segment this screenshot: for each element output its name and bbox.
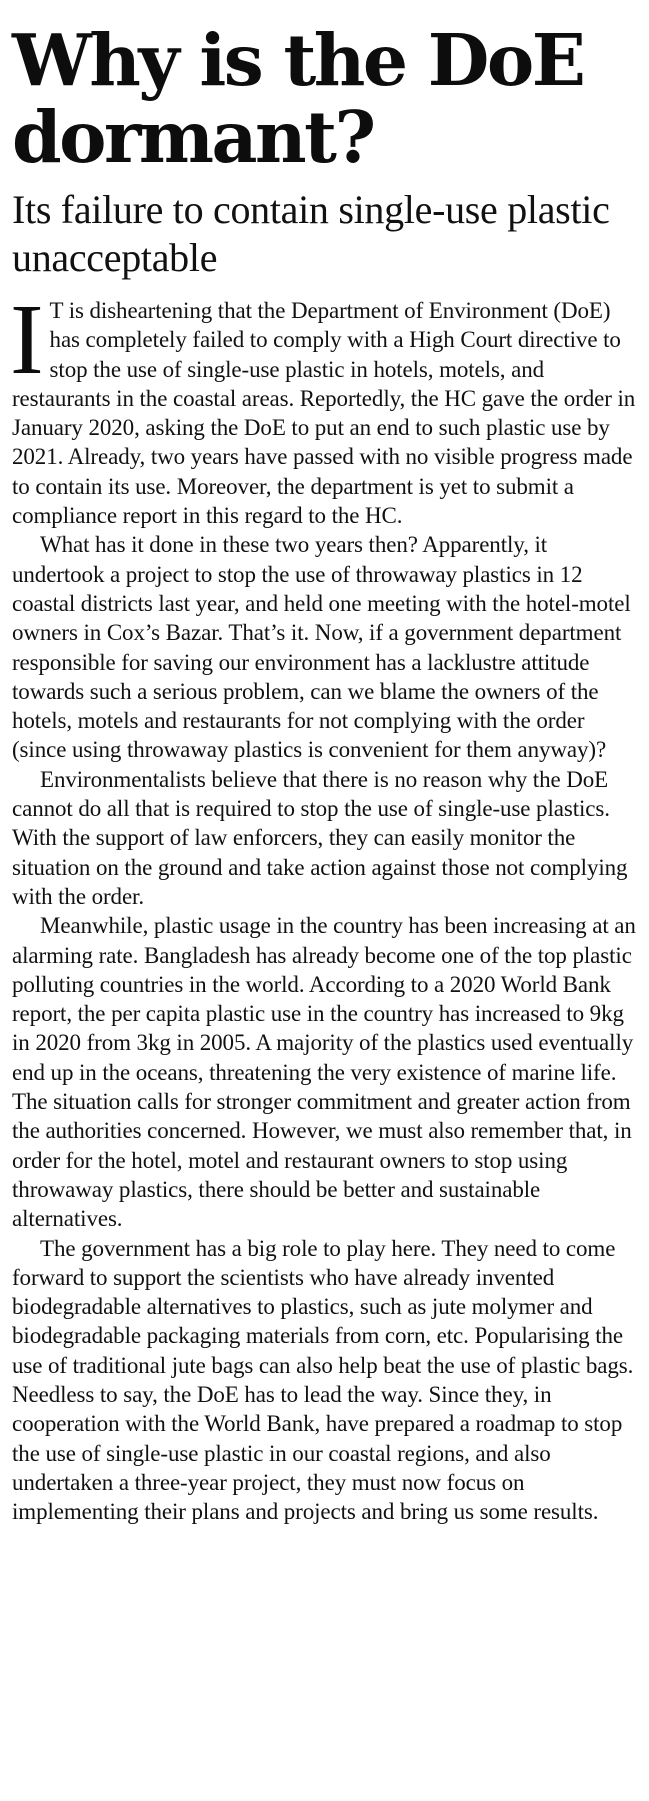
paragraph-4: Meanwhile, plastic usage in the country has been increasing at an alarming rate. Bangladesh has already become one of the top plastic polluting countries in the world. According to a 2020 World Bank report, the per capita plastic use in the country has increased to 9kg in 2020 from 3kg in 2005. A majority of the plastics used eventually end up in the oceans, threatening the very existence of marine life. The situation calls for stronger commitment and greater action from the authorities concerned. However, we must also remember that, in order for the hotel, motel and restaurant owners to stop using throwaway plastics, there should be better and sustainable alternatives. xyxy=(12,913,636,1232)
paragraph-3: Environmentalists believe that there is no reason why the DoE cannot do all that is required to stop the use of single-use plastics. With the support of law enforcers, they can easily monitor the situation on the ground and take action against those not complying with the order. xyxy=(12,766,628,909)
paragraph-2: What has it done in these two years then? Apparently, it undertook a project to stop the use of throwaway plastics in 12 coastal districts last year, and held one meeting with the hotel-motel owners in Cox’s Bazar. That’s it. Now, if a government department responsible for saving our environment has a lacklustre attitude towards such a serious problem, can we blame the owners of the hotels, motels and restaurants for not complying with the order (since using throwaway plastics is convenient for them anyway)? xyxy=(12,532,631,763)
paragraph-5: The government has a big role to play here. They need to come forward to support the scientists who have already invented biodegradable alternatives to plastics, such as jute molymer and biodegradable packaging materials from corn, etc. Popularising the use of traditional jute bags can also help beat the use of plastic bags. Needless to say, the DoE has to lead the way. Since they, in cooperation with the World Bank, have prepared a roadmap to stop the use of single-use plastic in our coastal regions, and also undertaken a three-year project, they must now focus on implementing their plans and projects and bring us some results. xyxy=(12,1235,634,1525)
subheadline: Its failure to contain single-use plastic unacceptable xyxy=(12,187,610,280)
paragraph-1-text: T is disheartening that the Department of Environment (DoE) has completely failed to comply with a High Court directive to stop the use of single-use plastic in hotels, motels, and restaurants in the coastal areas. Reportedly, the HC gave the order in January 2020, asking the DoE to put an end to such plastic use by 2021. Already, two years have passed with no visible progress made to contain its use. Moreover, the department is yet to submit a compliance report in this regard to the HC. xyxy=(12,298,636,529)
paragraph-1 xyxy=(10,283,637,530)
drop-cap: I xyxy=(10,283,44,395)
headline: Why is the DoE dormant? xyxy=(12,18,584,179)
article-body xyxy=(10,283,637,1526)
